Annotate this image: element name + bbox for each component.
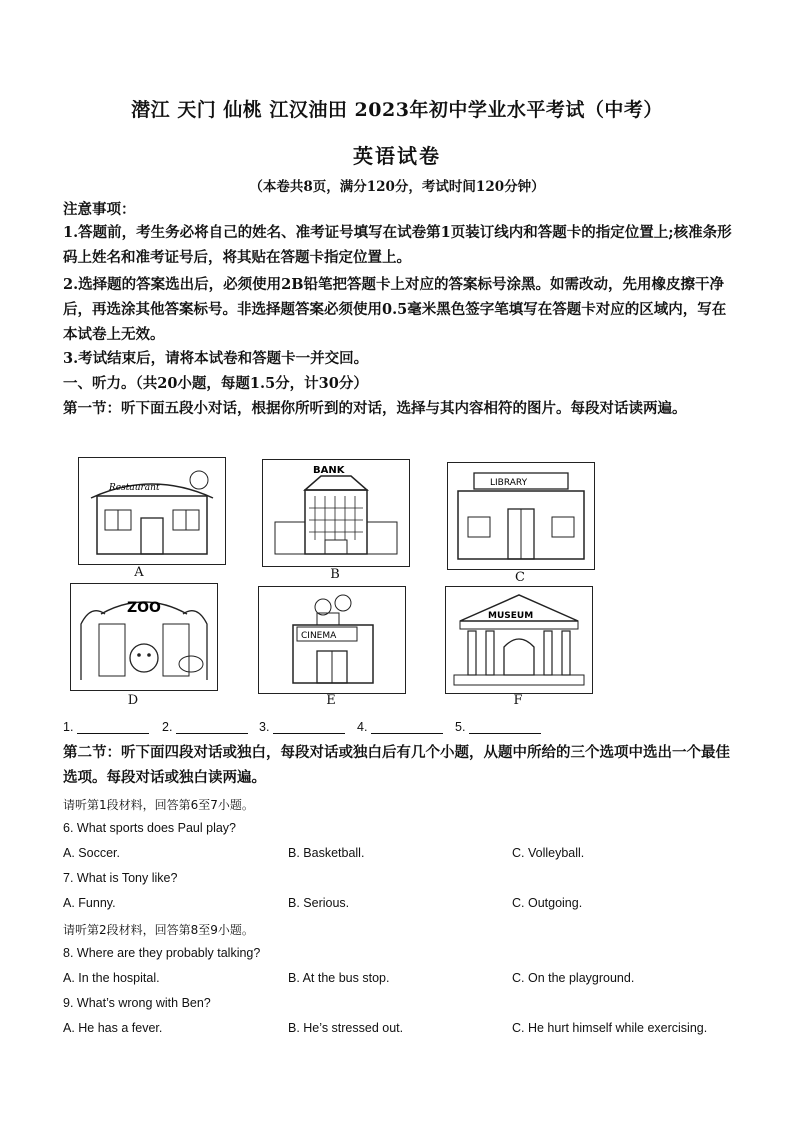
exam-title: 潜江 天门 仙桃 江汉油田 2023年初中学业水平考试（中考） <box>131 99 663 121</box>
cinema-illustration <box>259 587 405 693</box>
blank-2[interactable]: 2. <box>162 720 248 734</box>
option-9a[interactable]: A. He has a fever. <box>63 1021 163 1035</box>
notes-heading: 注意事项： <box>63 201 136 218</box>
note-item-2: 2.选择题的答案选出后，必须使用2B铅笔把答题卡上对应的答案标号涂黑。如需改动，先用橡皮擦干净后，再选涂其他答案标号。非选择题答案必须使用0.5毫米黑色签字笔填写在答题卡对应的区域内，写在本试卷上无效。 <box>63 276 727 343</box>
option-9c[interactable]: C. He hurt himself while exercising. <box>512 1021 708 1035</box>
picture-f <box>445 586 593 694</box>
restaurant-illustration <box>79 458 225 564</box>
museum-illustration <box>446 587 592 693</box>
blank-3[interactable]: 3. <box>259 720 345 734</box>
zoo-sign: ZOO <box>127 600 161 616</box>
exam-info: （本卷共8页，满分120分，考试时间120分钟） <box>249 179 545 195</box>
picture-label-e: E <box>326 693 336 708</box>
option-9b[interactable]: B. He’s stressed out. <box>288 1021 404 1035</box>
picture-c <box>447 462 595 570</box>
picture-label-f: F <box>513 693 523 708</box>
picture-a <box>78 457 226 565</box>
bank-illustration <box>263 460 409 566</box>
picture-label-b: B <box>330 567 340 582</box>
cinema-sign: CINEMA <box>301 631 337 641</box>
option-6a[interactable]: A. Soccer. <box>63 846 120 860</box>
option-8a[interactable]: A. In the hospital. <box>63 971 160 985</box>
option-7b[interactable]: B. Serious. <box>288 896 350 910</box>
question-6: 6. What sports does Paul play? <box>63 821 237 835</box>
blank-5[interactable]: 5. <box>455 720 541 734</box>
section1-heading: 一、听力。（共20小题，每题1.5分，计30分） <box>63 375 368 392</box>
library-sign: LIBRARY <box>490 478 528 488</box>
section1-part1: 第一节：听下面五段小对话，根据你所听到的对话，选择与其内容相符的图片。每段对话读两遍。 <box>63 400 687 417</box>
option-7c[interactable]: C. Outgoing. <box>512 896 583 910</box>
museum-sign: MUSEUM <box>488 611 534 621</box>
restaurant-sign: Restaurant <box>109 483 160 493</box>
question-7: 7. What is Tony like? <box>63 871 178 885</box>
picture-b <box>262 459 410 567</box>
picture-e <box>258 586 406 694</box>
picture-d <box>70 583 218 691</box>
question-9: 9. What’s wrong with Ben? <box>63 996 211 1010</box>
option-7a[interactable]: A. Funny. <box>63 896 116 910</box>
material-1-instruction: 请听第1段材料，回答第6至7小题。 <box>63 798 254 812</box>
blank-4[interactable]: 4. <box>357 720 443 734</box>
exam-subtitle: 英语试卷 <box>353 144 441 168</box>
option-8c[interactable]: C. On the playground. <box>512 971 635 985</box>
bank-sign: BANK <box>313 465 345 476</box>
section1-part2: 第二节：听下面四段对话或独白，每段对话或独白后有几个小题，从题中所给的三个选项中选出一个最佳选项。每段对话或独白读两遍。 <box>63 744 730 786</box>
material-2-instruction: 请听第2段材料，回答第8至9小题。 <box>63 923 254 937</box>
option-8b[interactable]: B. At the bus stop. <box>288 971 390 985</box>
note-item-3: 3.考试结束后，请将本试卷和答题卡一并交回。 <box>63 350 369 367</box>
blank-1[interactable]: 1. <box>63 720 149 734</box>
picture-label-a: A <box>134 565 144 580</box>
note-item-1: 1.答题前，考生务必将自己的姓名、准考证号填写在试卷第1页装订线内和答题卡的指定位置上;核准条形码上姓名和准考证号后，将其贴在答题卡指定位置上。 <box>63 224 732 266</box>
zoo-illustration <box>71 584 217 690</box>
question-8: 8. Where are they probably talking? <box>63 946 261 960</box>
option-6b[interactable]: B. Basketball. <box>288 846 365 860</box>
picture-label-d: D <box>127 693 139 708</box>
picture-label-c: C <box>515 570 525 585</box>
library-illustration <box>448 463 594 569</box>
option-6c[interactable]: C. Volleyball. <box>512 846 585 860</box>
picture-grid <box>0 455 794 710</box>
